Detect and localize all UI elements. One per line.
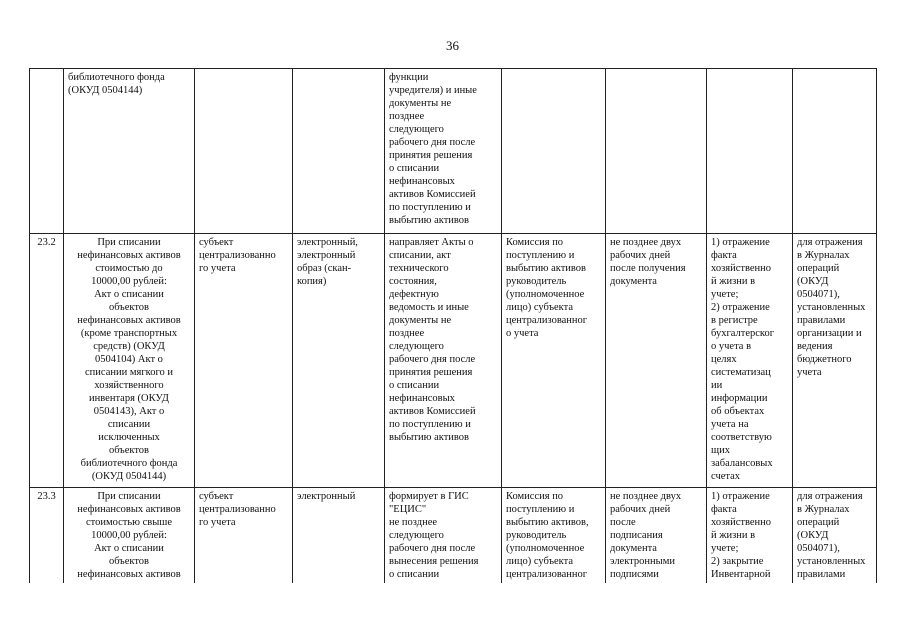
journal-cell — [793, 69, 877, 234]
document-cell: При списании нефинансовых активов стоимостью свыше 10000,00 рублей: Акт о списании объектов нефинансовых активов — [64, 488, 195, 584]
deadline-cell: не позднее двух рабочих дней после подписания документа электронными подписями — [606, 488, 707, 584]
document-cell: библиотечного фонда (ОКУД 0504144) — [64, 69, 195, 234]
deadline-cell: не позднее двух рабочих дней после получения документа — [606, 234, 707, 488]
journal-cell: для отражения в Журналах операций (ОКУД 0504071), установленных правилами организации и ведения бюджетного учета — [793, 234, 877, 488]
format-cell: электронный, электронный образ (скан- копия) — [293, 234, 385, 488]
table-row — [30, 488, 877, 584]
page-number: 36 — [446, 38, 459, 53]
purpose-cell — [707, 69, 793, 234]
purpose-cell: 1) отражение факта хозяйственно й жизни в учете; 2) закрытие Инвентарной — [707, 488, 793, 584]
row-number: 23.3 — [30, 488, 64, 584]
purpose-cell: 1) отражение факта хозяйственно й жизни в учете; 2) отражение в регистре бухгалтерског о учета в целях систематизац ии информации об объектах учета на соответствую щих забалансовых счетах — [707, 234, 793, 488]
action-cell: формирует в ГИС "ЕЦИС" не позднее следующего рабочего дня после вынесения решения о списании — [385, 488, 502, 584]
journal-cell: для отражения в Журналах операций (ОКУД 0504071), установленных правилами — [793, 488, 877, 584]
deadline-cell — [606, 69, 707, 234]
responsible-cell: субъект централизованно го учета — [195, 488, 293, 584]
receiver-cell: Комиссия по поступлению и выбытию активов руководитель (уполномоченное лицо) субъекта централизованног о учета — [502, 234, 606, 488]
format-cell — [293, 69, 385, 234]
document-cell: При списании нефинансовых активов стоимостью до 10000,00 рублей: Акт о списании объектов нефинансовых активов (кроме транспортных средств) (ОКУД 0504104) Акт о списании мягкого и хозяйственного инвентаря (ОКУД 0504143), Акт о списании исключенных объектов библиотечного фонда (ОКУД 0504144) — [64, 234, 195, 488]
row-number — [30, 69, 64, 234]
table-row — [30, 69, 877, 234]
action-cell: направляет Акты о списании, акт технического состояния, дефектную ведомость и иные документы не позднее следующего рабочего дня после принятия решения о списании нефинансовых активов Комиссией по поступлению и выбытию активов — [385, 234, 502, 488]
responsible-cell — [195, 69, 293, 234]
table-row — [30, 234, 877, 488]
action-cell: функции учредителя) и иные документы не позднее следующего рабочего дня после принятия решения о списании нефинансовых активов Комиссией по поступлению и выбытию активов — [385, 69, 502, 234]
format-cell: электронный — [293, 488, 385, 584]
responsible-cell: субъект централизованно го учета — [195, 234, 293, 488]
document-table — [29, 68, 877, 583]
receiver-cell: Комиссия по поступлению и выбытию активов, руководитель (уполномоченное лицо) субъекта централизованног — [502, 488, 606, 584]
receiver-cell — [502, 69, 606, 234]
row-number: 23.2 — [30, 234, 64, 488]
